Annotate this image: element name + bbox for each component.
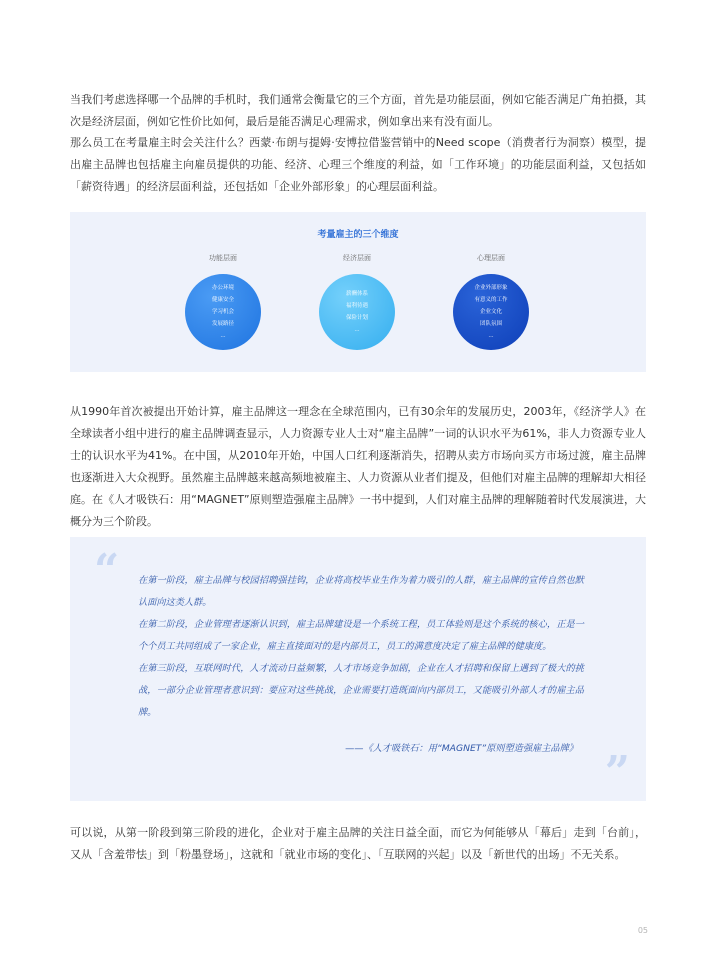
body-paragraph-3: 从1990年首次被提出开始计算，雇主品牌这一理念在全球范围内，已有30余年的发展历史，2003年，《经济学人》在全球读者小组中进行的雇主品牌调查显示，人力资源专业人士对“雇主品牌”一词的认识水平为61%，非人力资源专业人士的认识水平为41%。在中国，从2010年开始，中国人口红利逐渐消失，招聘从卖方市场向买方市场过渡，雇主品牌也逐渐进入大众视野。虽然雇主品牌越来越高频地被雇主、人力资源从业者们提及，但他们对雇主品牌的理解却大相径庭。在《人才吸铁石：用“MAGNET”原则塑造强雇主品牌》一书中提到，人们对雇主品牌的理解随着时代发展演进，大概分为三个阶段。 [70,405,646,528]
circle-item: 学习机会 [211,309,234,315]
body-paragraph-1: 当我们考虑选择哪一个品牌的手机时，我们通常会衡量它的三个方面，首先是功能层面，例如它能否满足广角拍摄，其次是经济层面，例如它性价比如何，最后是能否满足心理需求，例如拿出来有没有面儿。 [70,93,646,128]
quote-paragraph-2: 在第二阶段，企业管理者逐渐认识到，雇主品牌建设是一个系统工程，员工体验则是这个系统的核心，正是一个个员工共同组成了一家企业，雇主直接面对的是内部员工，员工的满意度决定了雇主品牌的健康度。 [138,619,584,652]
psychological-label: 心理层面 [477,254,505,262]
dimensions-figure [70,212,646,372]
quote-body [138,570,584,724]
circle-item: 发展路径 [211,321,234,327]
open-quote-icon: “ [94,545,120,596]
body-paragraph-4: 可以说，从第一阶段到第三阶段的进化，企业对于雇主品牌的关注日益全面，而它为何能够从「幕后」走到「台前」，又从「含羞带怯」到「粉墨登场」，这就和「就业市场的变化」、「互联网的兴起」以及「新世代的出场」不无关系。 [70,826,646,861]
circle-item: 薪酬体系 [345,291,368,297]
circle-item: 福利待遇 [345,303,368,309]
economic-circle [319,274,395,350]
quote-paragraph-1: 在第一阶段，雇主品牌与校园招聘强挂钩，企业将高校毕业生作为着力吸引的人群，雇主品牌的宣传自然也默认面向这类人群。 [138,575,584,608]
circle-item: ... [220,333,226,339]
close-quote-icon: ” [604,747,630,798]
circle-item: ... [488,333,494,339]
quote-paragraph-3: 在第三阶段，互联网时代，人才流动日益频繁，人才市场竞争加剧，企业在人才招聘和保留上遇到了极大的挑战，一部分企业管理者意识到：要应对这些挑战，企业需要打造既面向内部员工，又能吸引外部人才的雇主品牌。 [138,663,584,718]
circle-item: 有意义的工作 [474,297,508,303]
quote-source: ——《人才吸铁石：用“MAGNET”原则塑造强雇主品牌》 [345,743,578,754]
figure-title: 考量雇主的三个维度 [317,230,399,240]
circle-item: 保险计划 [345,315,368,321]
body-paragraph-2: 那么员工在考量雇主时会关注什么？西蒙·布朗与提姆·安博拉借鉴营销中的Need scope（消费者行为洞察）模型，提出雇主品牌也包括雇主向雇员提供的功能、经济、心理三个维度的利益，如「工作环境」的功能层面利益，又包括如「薪资待遇」的经济层面利益，还包括如「企业外部形象」的心理层面利益。 [70,136,646,193]
circle-item: 健康安全 [211,297,234,303]
circle-item: ... [354,327,360,333]
circle-item: 企业文化 [479,309,502,315]
circle-item: 团队氛围 [479,321,502,327]
psychological-circle [453,274,529,350]
page-number: 05 [637,926,648,935]
circle-item: 企业外部形象 [474,285,508,291]
functional-circle [185,274,261,350]
economic-label: 经济层面 [343,254,371,262]
functional-label: 功能层面 [209,254,237,262]
quote-block [70,537,646,801]
circle-item: 办公环境 [211,285,234,291]
